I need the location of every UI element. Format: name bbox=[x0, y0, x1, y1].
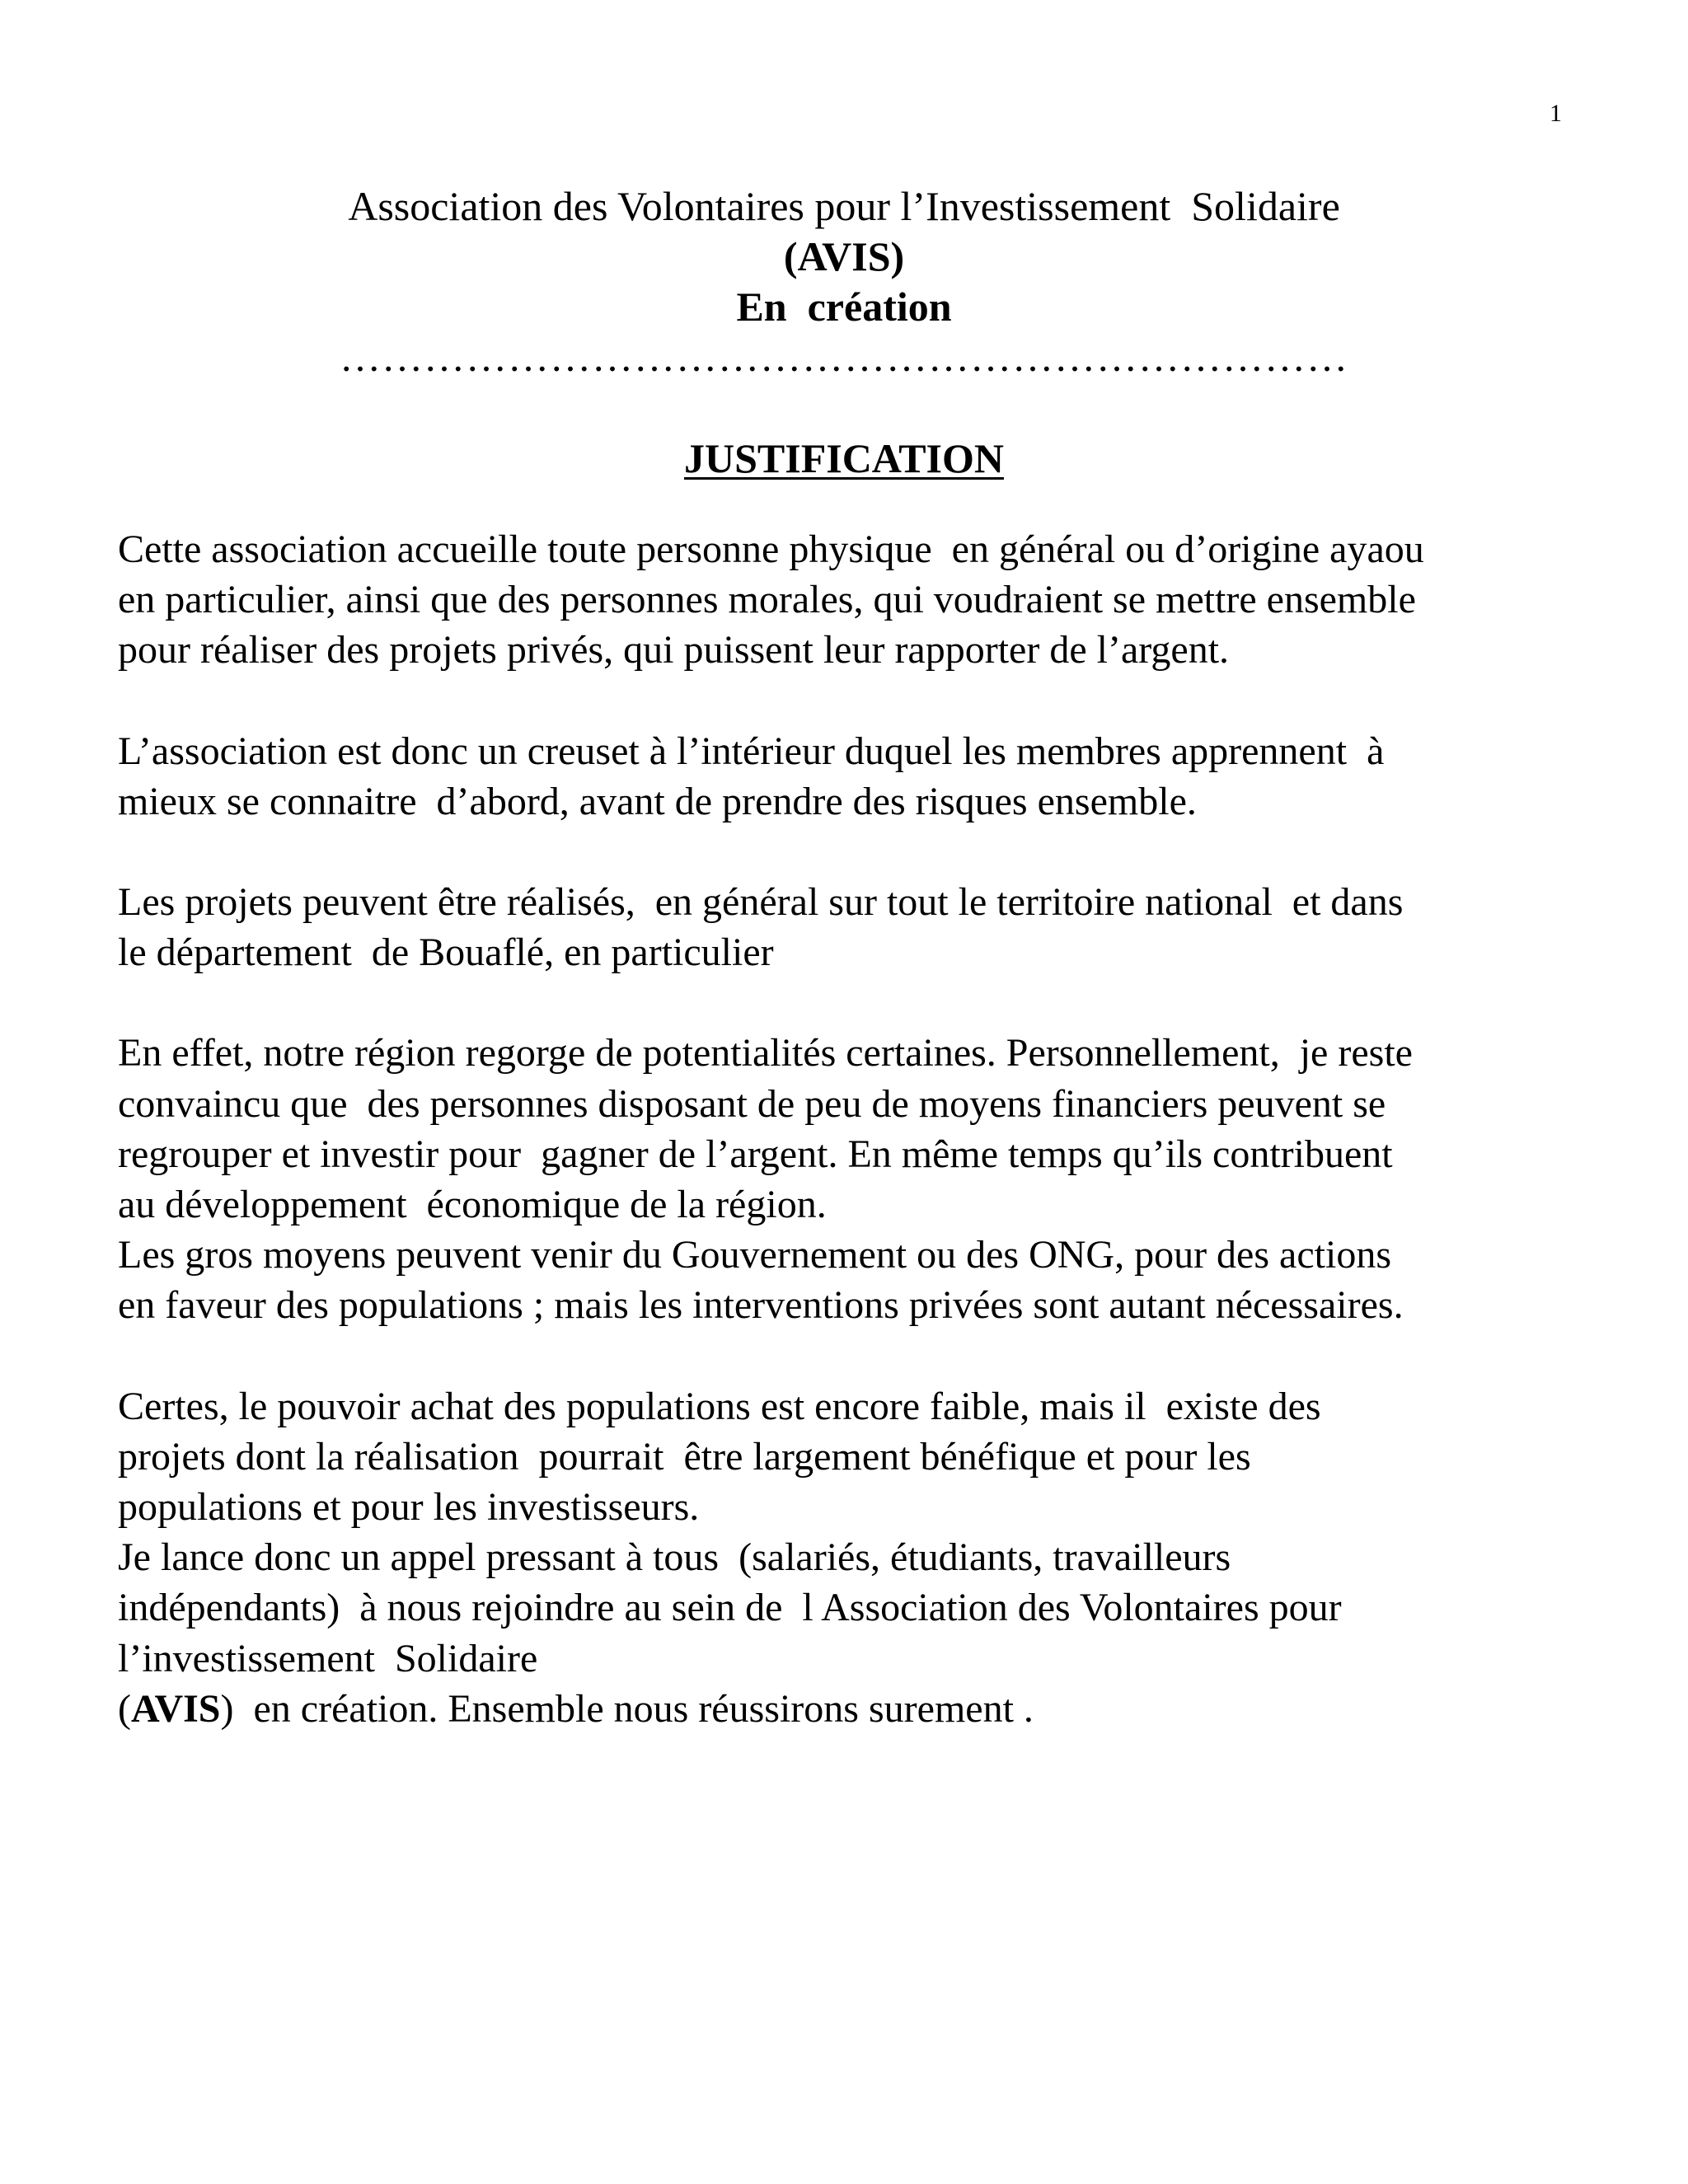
text-line: projets dont la réalisation pourrait être largement bénéfique et pour les bbox=[118, 1434, 1251, 1479]
closing-line bbox=[118, 1684, 1568, 1734]
page-number: 1 bbox=[1550, 100, 1562, 127]
document-body bbox=[118, 524, 1568, 1734]
organization-status: En création bbox=[736, 284, 952, 330]
text-line: regrouper et investir pour gagner de l’argent. En même temps qu’ils contribuent bbox=[118, 1132, 1393, 1176]
section-title-text: JUSTIFICATION bbox=[683, 435, 1005, 481]
text-line: l’investissement Solidaire bbox=[118, 1636, 538, 1680]
closing-rest: ) en création. Ensemble nous réussirons surement . bbox=[220, 1686, 1034, 1731]
dotted-separator: ……………………………………………………………… bbox=[340, 334, 1348, 380]
text-line: au développement économique de la région. bbox=[118, 1183, 827, 1227]
text-line: le département de Bouaflé, en particulier bbox=[118, 930, 774, 975]
paragraph bbox=[118, 1230, 1568, 1330]
section-title bbox=[0, 434, 1688, 483]
paragraph bbox=[118, 524, 1568, 676]
text-line: mieux se connaitre d’abord, avant de prendre des risques ensemble. bbox=[118, 779, 1197, 823]
text-line: Les projets peuvent être réalisés, en général sur tout le territoire national et dans bbox=[118, 880, 1404, 925]
organization-acronym: (AVIS) bbox=[783, 233, 905, 279]
closing-acronym: AVIS bbox=[130, 1686, 221, 1731]
organization-name: Association des Volontaires pour l’Investissement Solidaire bbox=[348, 183, 1340, 229]
text-line: en faveur des populations ; mais les interventions privées sont autant nécessaires. bbox=[118, 1283, 1404, 1328]
paragraph bbox=[118, 1532, 1568, 1734]
text-line: Je lance donc un appel pressant à tous (salariés, étudiants, travailleurs bbox=[118, 1535, 1231, 1580]
text-line: Certes, le pouvoir achat des populations est encore faible, mais il existe des bbox=[118, 1384, 1321, 1428]
text-line: pour réaliser des projets privés, qui puissent leur rapporter de l’argent. bbox=[118, 628, 1230, 673]
document-header bbox=[0, 181, 1688, 382]
text-line: Les gros moyens peuvent venir du Gouvernement ou des ONG, pour des actions bbox=[118, 1233, 1391, 1277]
text-line: convaincu que des personnes disposant de peu de moyens financiers peuvent se bbox=[118, 1081, 1386, 1126]
text-line: populations et pour les investisseurs. bbox=[118, 1485, 700, 1530]
text-line: En effet, notre région regorge de potentialités certaines. Personnellement, je reste bbox=[118, 1031, 1413, 1076]
paragraph bbox=[118, 1028, 1568, 1230]
closing-open-paren: ( bbox=[118, 1686, 131, 1731]
paragraph bbox=[118, 1381, 1568, 1533]
text-line: L’association est donc un creuset à l’intérieur duquel les membres apprennent à bbox=[118, 729, 1385, 773]
text-line: Cette association accueille toute personne physique en général ou d’origine ayaou bbox=[118, 527, 1424, 571]
text-line: en particulier, ainsi que des personnes morales, qui voudraient se mettre ensemble bbox=[118, 578, 1416, 622]
paragraph bbox=[118, 726, 1568, 827]
text-line: indépendants) à nous rejoindre au sein de l Association des Volontaires pour bbox=[118, 1586, 1342, 1630]
paragraph bbox=[118, 877, 1568, 977]
